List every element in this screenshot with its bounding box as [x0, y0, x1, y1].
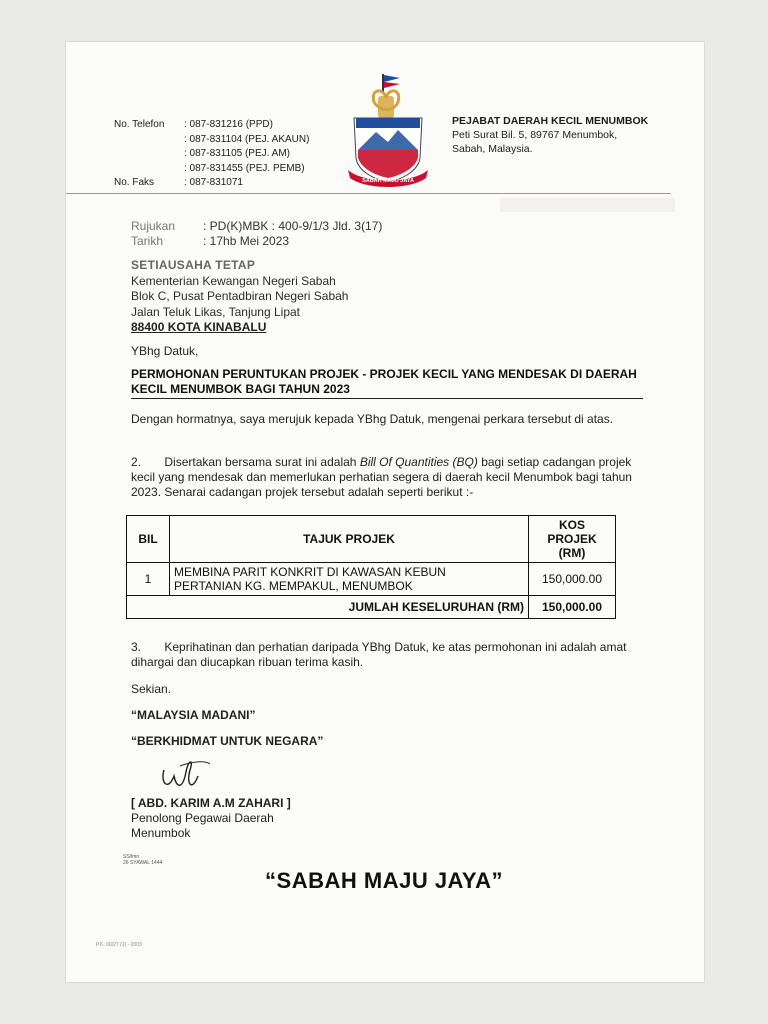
col-tajuk: TAJUK PROJEK — [170, 516, 529, 563]
col-bil: BIL — [127, 516, 170, 563]
office-name: PEJABAT DAERAH KECIL MENUMBOK — [452, 115, 649, 127]
form-code: P.K. 00/27 (1) - 2003 — [96, 942, 142, 948]
contact-row: : 087-831455 (PEJ. PEMB) — [184, 162, 305, 174]
project-table — [126, 515, 616, 619]
closing: Sekian. — [131, 682, 172, 696]
table-total-row: JUMLAH KESELURUHAN (RM) 150,000.00 — [127, 596, 616, 619]
contact-row: : 087-831104 (PEJ. AKAUN) — [184, 133, 310, 145]
tarikh-label: Tarikh — [131, 234, 164, 248]
rujukan-value: : PD(K)MBK : 400-9/1/3 Jld. 3(17) — [203, 219, 383, 233]
contact-row: No. Faks : 087-831071 — [114, 177, 243, 188]
signature-mark — [150, 752, 220, 794]
col-kos: KOS PROJEK (RM) — [529, 516, 616, 563]
signatory-position: Penolong Pegawai Daerah — [131, 811, 274, 825]
reference-initials: SS/lmn 26 SYAWAL 1444 — [123, 854, 163, 866]
paragraph-3: 3. Keprihatinan dan perhatian daripada YBhg Datuk, ke atas permohonan ini adalah amat dihargai dan diucapkan ribuan terima kasih. — [131, 640, 627, 669]
crest-motto: SABAH MAJU JAYA — [362, 178, 414, 184]
contact-block — [114, 118, 309, 191]
letterhead-divider — [66, 193, 671, 194]
recipient-postcode: 88400 KOTA KINABALU — [131, 320, 267, 334]
table-row: 1 MEMBINA PARIT KONKRIT DI KAWASAN KEBUN PERTANIAN KG. MEMPAKUL, MENUMBOK 150,000.00 — [127, 563, 616, 596]
salutation: YBhg Datuk, — [131, 344, 199, 358]
paragraph-2: 2. Disertakan bersama surat ini adalah Bill Of Quantities (BQ) bagi setiap cadangan projek kecil yang mendesak dan memerlukan perhatian segera di daerah kecil Menumbok bagi tahun 2023. Senarai cadangan projek tersebut adalah seperti berikut :- — [131, 455, 632, 499]
motto-berkhidmat: “BERKHIDMAT UNTUK NEGARA” — [131, 734, 324, 748]
show-through — [500, 198, 675, 212]
motto-malaysia-madani: “MALAYSIA MADANI” — [131, 708, 256, 722]
sabah-crest-icon — [340, 72, 436, 190]
recipient-line: Kementerian Kewangan Negeri Sabah — [131, 273, 336, 288]
recipient-address — [131, 258, 348, 336]
signatory-block — [131, 796, 643, 841]
recipient-line: Blok C, Pusat Pentadbiran Negeri Sabah — [131, 289, 349, 303]
contact-row: : 087-831105 (PEJ. AM) — [184, 148, 290, 159]
contact-row: No. Telefon : 087-831216 (PPD) — [114, 119, 273, 130]
recipient-line: Jalan Teluk Likas, Tanjung Lipat — [131, 304, 301, 319]
office-address-line: Peti Surat Bil. 5, 89767 Menumbok, — [452, 129, 618, 141]
footer-slogan: “SABAH MAJU JAYA” — [265, 868, 503, 893]
recipient-title: SETIAUSAHA TETAP — [131, 258, 256, 272]
letter-subject: PERMOHONAN PERUNTUKAN PROJEK - PROJEK KECIL YANG MENDESAK DI DAERAH KECIL MENUMBOK BAGI TAHUN 2023 — [131, 367, 643, 399]
office-address-line: Sabah, Malaysia. — [452, 143, 533, 155]
tarikh-value: : 17hb Mei 2023 — [203, 234, 290, 248]
office-address — [452, 114, 648, 156]
signatory-name: [ ABD. KARIM A.M ZAHARI ] — [131, 796, 291, 810]
paragraph-1: Dengan hormatnya, saya merujuk kepada YBhg Datuk, mengenai perkara tersebut di atas. — [131, 412, 614, 426]
rujukan-label: Rujukan — [131, 219, 176, 233]
reference-block — [131, 219, 382, 249]
table-header-row — [127, 516, 616, 563]
signatory-place: Menumbok — [131, 826, 191, 840]
